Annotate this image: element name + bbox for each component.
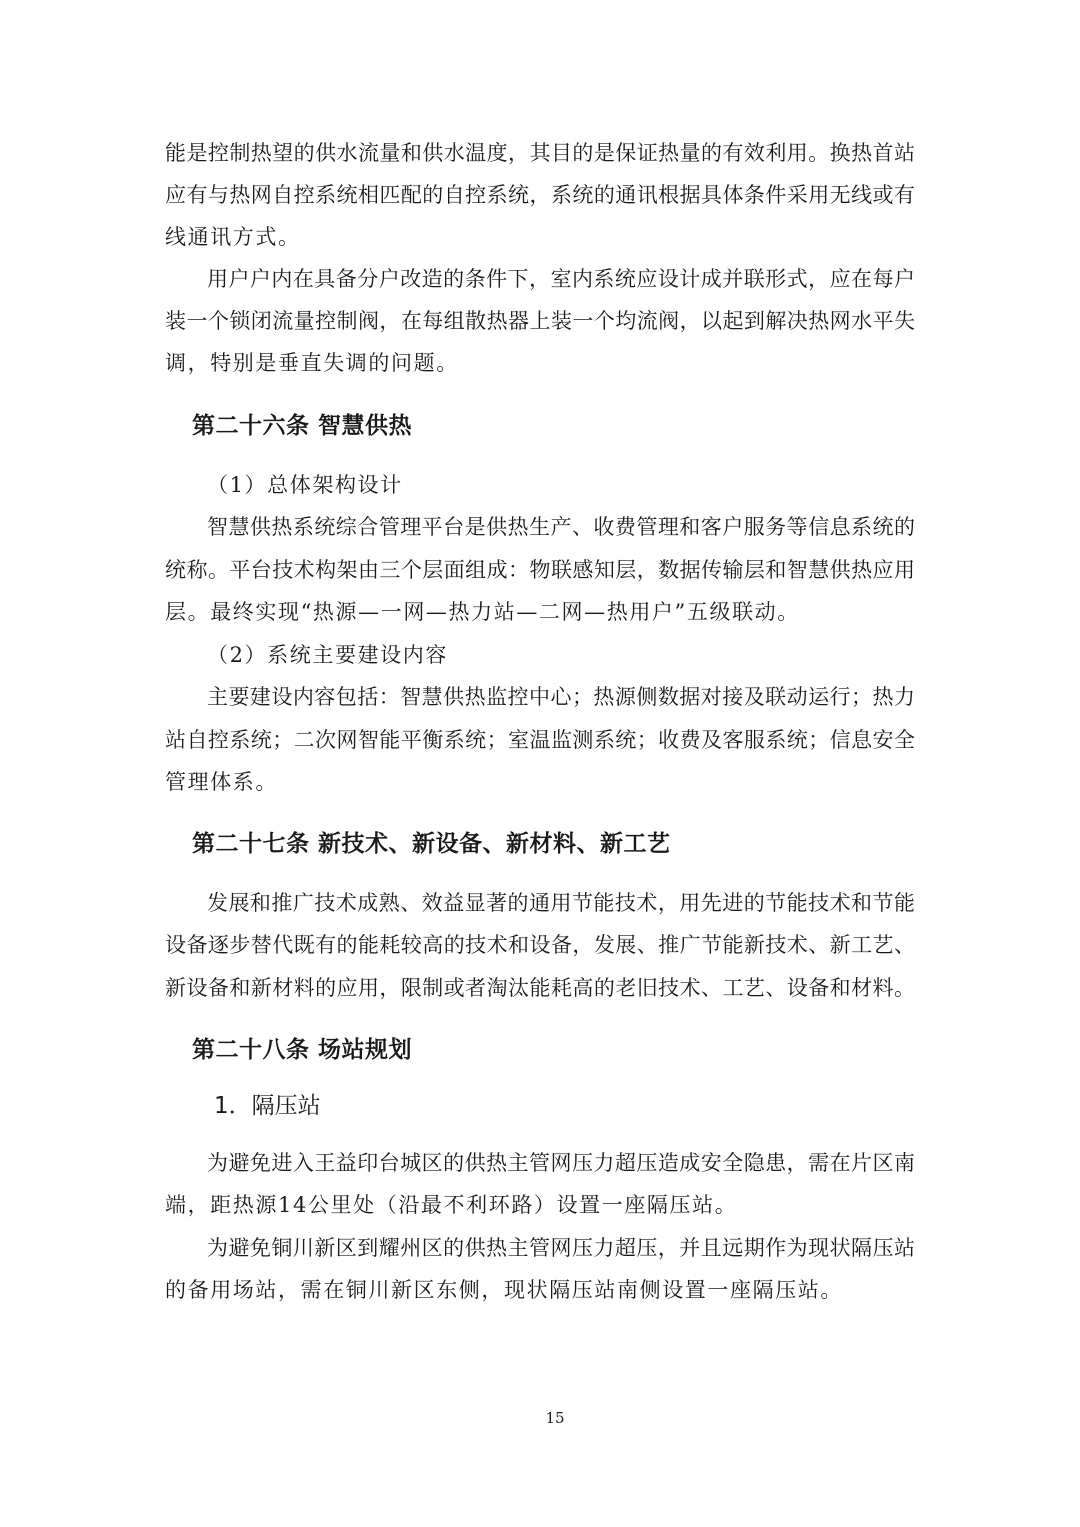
paragraph-line: 智慧供热系统综合管理平台是供热生产、收费管理和客户服务等信息系统的 [207,515,915,539]
subsection-heading: 1．隔压站 [214,1093,321,1119]
paragraph-line: 新设备和新材料的应用，限制或者淘汰能耗高的老旧技术、工艺、设备和材料。 [165,976,915,1000]
paragraph-line: 主要建设内容包括：智慧供热监控中心；热源侧数据对接及联动运行；热力 [207,685,915,709]
paragraph-line: 层。最终实现“热源—一网—热力站—二网—热用户”五级联动。 [165,600,800,624]
page-number: 15 [545,1409,565,1427]
paragraph-line: 用户户内在具备分户改造的条件下，室内系统应设计成并联形式，应在每户 [207,267,915,291]
paragraph-line: 站自控系统；二次网智能平衡系统；室温监测系统；收费及客服系统；信息安全 [165,728,915,752]
paragraph-line: 为避免进入王益印台城区的供热主管网压力超压造成安全隐患，需在片区南 [207,1151,915,1175]
section-heading: 第二十七条 新技术、新设备、新材料、新工艺 [192,831,671,857]
paragraph-line: 线通讯方式。 [165,225,301,249]
paragraph-line: 为避免铜川新区到耀州区的供热主管网压力超压，并且远期作为现状隔压站 [207,1236,915,1260]
paragraph-line: 的备用场站，需在铜川新区东侧，现状隔压站南侧设置一座隔压站。 [165,1278,843,1302]
paragraph-line: 管理体系。 [165,770,278,794]
section-heading: 第二十六条 智慧供热 [192,413,413,439]
paragraph-line: 装一个锁闭流量控制阀，在每组散热器上装一个均流阀，以起到解决热网水平失 [165,309,915,333]
paragraph-line: 应有与热网自控系统相匹配的自控系统，系统的通讯根据具体条件采用无线或有 [165,183,915,207]
section-heading: 第二十八条 场站规划 [192,1037,413,1063]
paragraph-line: 发展和推广技术成熟、效益显著的通用节能技术，用先进的节能技术和节能 [207,891,915,915]
list-item-heading: （2）系统主要建设内容 [207,643,448,667]
paragraph-line: 能是控制热望的供水流量和供水温度，其目的是保证热量的有效利用。换热首站 [165,141,915,165]
paragraph-line: 端，距热源14公里处（沿最不利环路）设置一座隔压站。 [165,1193,738,1217]
paragraph-line: 设备逐步替代既有的能耗较高的技术和设备，发展、推广节能新技术、新工艺、 [165,933,915,957]
paragraph-line: 统称。平台技术构架由三个层面组成：物联感知层，数据传输层和智慧供热应用 [165,558,915,582]
list-item-heading: （1）总体架构设计 [207,473,403,497]
paragraph-line: 调，特别是垂直失调的问题。 [165,351,459,375]
